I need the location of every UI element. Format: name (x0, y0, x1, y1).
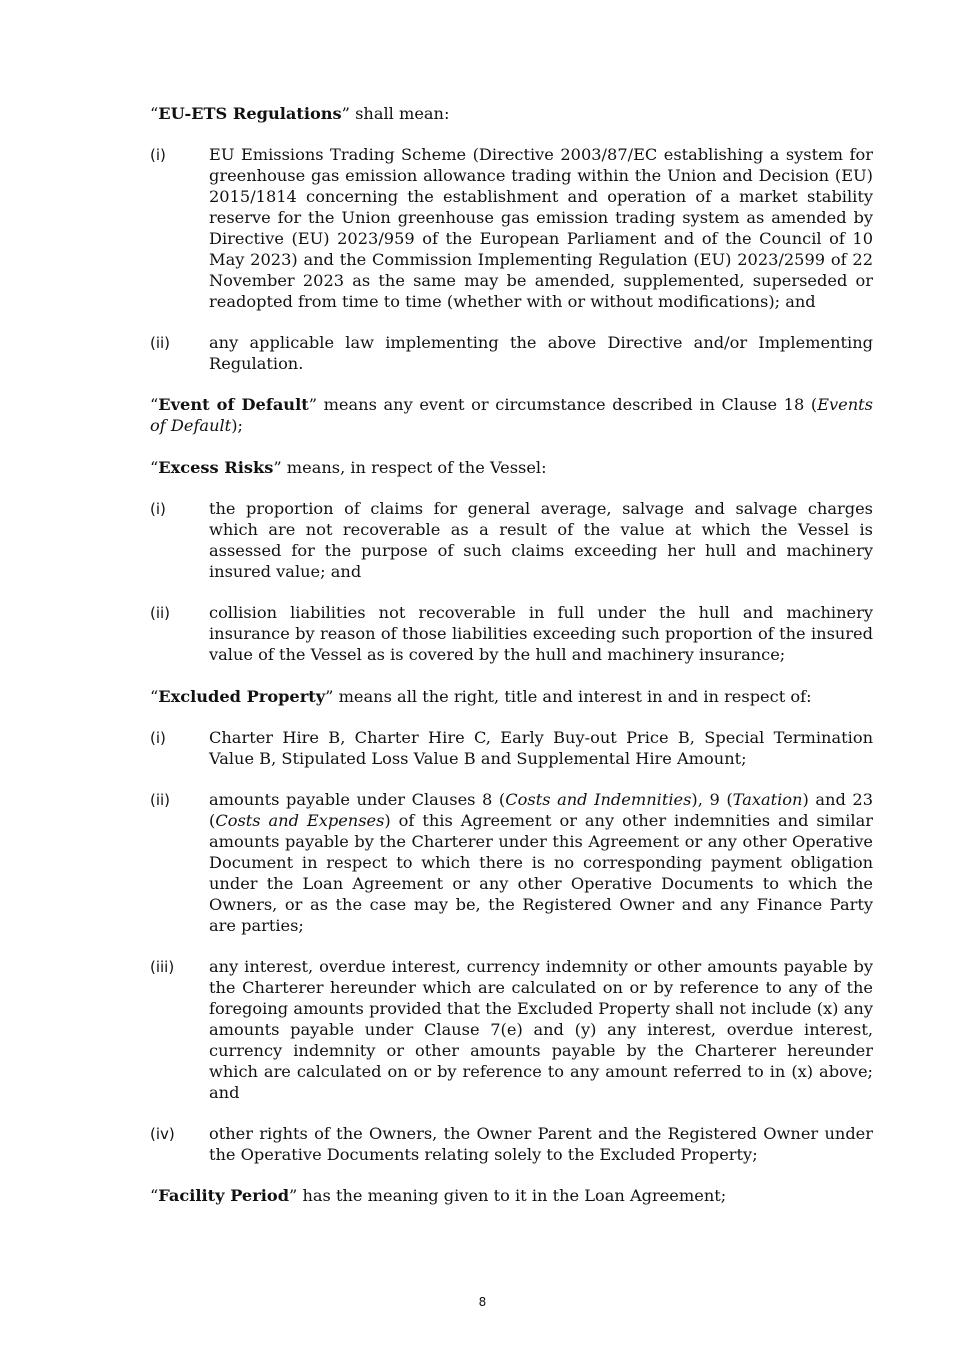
item-text-part: ), 9 ( (691, 790, 733, 810)
item-number: (iii) (150, 958, 175, 977)
item-number: (ii) (150, 791, 171, 810)
list-item (150, 603, 873, 666)
open-quote: “ (150, 1186, 159, 1206)
close-quote: ” (325, 686, 334, 706)
item-number: (ii) (150, 334, 171, 353)
item-number: (i) (150, 146, 166, 165)
definition-text: ); (231, 416, 243, 436)
item-text-part: ) and 23 ( (209, 790, 874, 831)
list-item (150, 499, 873, 583)
definition-text: means, in respect of the Vessel: (281, 457, 547, 477)
item-text: any applicable law implementing the above Directive and/or Implementing Regulation. (209, 333, 873, 374)
term-excluded-property: Excluded Property (158, 686, 326, 706)
close-quote: ” (289, 1186, 298, 1206)
clause-reference: Costs and Indemnities (505, 790, 692, 810)
item-text-part: amounts payable under Clauses 8 ( (209, 790, 506, 810)
item-number: (iv) (150, 1124, 175, 1143)
item-text: other rights of the Owners, the Owner Parent and the Registered Owner under the Operative Documents relating solely to the Excluded Property; (209, 1123, 873, 1164)
definition-facility-period (150, 1186, 873, 1207)
definition-text: means all the right, title and interest in and in respect of: (333, 686, 812, 706)
page-number: 8 (478, 1295, 487, 1309)
close-quote: ” (341, 104, 350, 123)
term-event-of-default: Event of Default (158, 395, 309, 415)
item-text: collision liabilities not recoverable in full under the hull and machinery insurance by reason of those liabilities exceeding such proportion of the insured value of the Vessel as is covered by the hull and machinery insurance; (209, 603, 873, 665)
list-item (150, 333, 873, 375)
clause-reference: Events of Default (150, 395, 873, 436)
item-text-part: ) of this Agreement or any other indemnities and similar amounts payable by the Charterer under this Agreement or any other Operative Document in respect to which there is no corresponding payment obligation under the Loan Agreement or any other Operative Documents to which the Owners, or as the case may be, the Registered Owner and any Finance Party are parties; (209, 811, 873, 935)
item-text (209, 790, 873, 936)
definition-text: means any event or circumstance described in Clause 18 ( (316, 395, 818, 415)
clause-reference: Taxation (732, 790, 803, 810)
term-excess-risks: Excess Risks (158, 457, 274, 477)
open-quote: “ (150, 686, 159, 706)
list-item (150, 145, 873, 312)
item-number: (ii) (150, 604, 171, 623)
open-quote: “ (150, 457, 159, 477)
definition-excess-risks (150, 458, 873, 479)
open-quote: “ (150, 104, 159, 123)
definition-event-of-default (150, 395, 873, 437)
clause-reference: Costs and Expenses (215, 811, 385, 831)
term-facility-period: Facility Period (158, 1186, 290, 1206)
definition-text: has the meaning given to it in the Loan Agreement; (297, 1186, 727, 1206)
list-item (150, 728, 873, 770)
close-quote: ” (308, 395, 317, 415)
item-text: EU Emissions Trading Scheme (Directive 2003/87/EC establishing a system for greenhouse gas emission allowance trading within the Union and Decision (EU) 2015/1814 concerning the establishment and operation of a market stability reserve for the Union greenhouse gas emission trading system as amended by Directive (EU) 2023/959 of the European Parliament and of the Council of 10 May 2023) and the Commission Implementing Regulation (EU) 2023/2599 of 22 November 2023 as the same may be amended, supplemented, superseded or readopted from time to time (whether with or without modifications); and (209, 145, 873, 311)
list-item (150, 1124, 873, 1166)
definition-text: shall mean: (349, 104, 450, 123)
document-page (150, 104, 873, 1228)
definition-excluded-property (150, 687, 873, 708)
item-number: (i) (150, 500, 166, 519)
close-quote: ” (273, 457, 282, 477)
list-item (150, 957, 873, 1103)
item-text: any interest, overdue interest, currency indemnity or other amounts payable by the Charterer hereunder which are calculated on or by reference to any of the foregoing amounts provided that the Excluded Property shall not include (x) any amounts payable under Clause 7(e) and (y) any interest, overdue interest, currency indemnity or other amounts payable by the Charterer hereunder which are calculated on or by reference to any amount referred to in (x) above; and (209, 957, 873, 1102)
item-text: the proportion of claims for general average, salvage and salvage charges which are not recoverable as a result of the value at which the Vessel is assessed for the purpose of such claims exceeding her hull and machinery insured value; and (209, 499, 873, 581)
term-eu-ets: EU-ETS Regulations (158, 104, 342, 123)
item-number: (i) (150, 728, 166, 747)
open-quote: “ (150, 395, 159, 415)
list-item (150, 790, 873, 936)
definition-eu-ets (150, 104, 873, 125)
item-text: Charter Hire B, Charter Hire C, Early Buy-out Price B, Special Termination Value B, Stipulated Loss Value B and Supplemental Hire Amount; (209, 727, 873, 768)
